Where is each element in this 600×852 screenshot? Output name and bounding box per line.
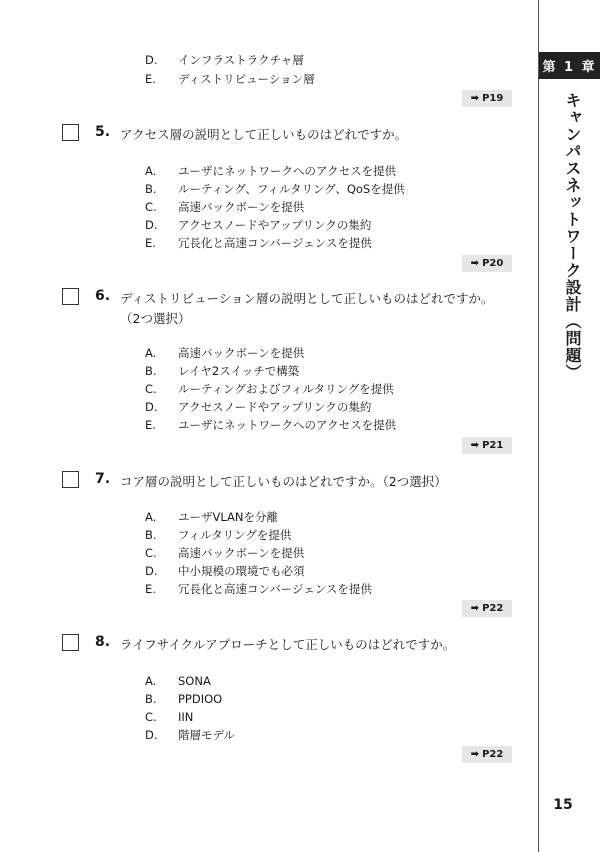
option-8-a <box>145 672 211 690</box>
option-6-b <box>145 362 299 380</box>
page-reference-label: P19 <box>482 93 504 104</box>
option-text: SONA <box>178 674 211 688</box>
option-7-b <box>145 526 291 544</box>
option-6-c <box>145 380 394 398</box>
chapter-tab: 第 1 章 <box>539 52 600 79</box>
option-letter: A. <box>145 510 157 524</box>
option-letter: D. <box>145 564 158 578</box>
question-text: ライフサイクルアプローチとして正しいものはどれですか。 <box>120 637 456 652</box>
option-text: ルーティングおよびフィルタリングを提供 <box>178 382 394 396</box>
option-letter: E. <box>145 72 156 86</box>
option-letter: E. <box>145 418 156 432</box>
question-text: アクセス層の説明として正しいものはどれですか。 <box>120 127 408 142</box>
option-7-e <box>145 580 372 598</box>
chapter-title: キャンパスネットワーク設計（問題） <box>563 92 582 381</box>
question-text: コア層の説明として正しいものはどれですか。（2つ選択） <box>120 474 447 489</box>
option-letter: A. <box>145 674 157 688</box>
option-5-d <box>145 216 371 234</box>
option-text: アクセスノードやアップリンクの集約 <box>178 218 372 232</box>
answer-checkbox[interactable] <box>62 471 79 488</box>
option-letter: B. <box>145 364 157 378</box>
page-reference-label: P22 <box>482 603 504 614</box>
page-reference-label: P21 <box>482 440 504 451</box>
option-text: レイヤ2スイッチで構築 <box>178 364 300 378</box>
question-number: 8. <box>95 634 111 650</box>
option-7-d <box>145 562 305 580</box>
page-reference[interactable] <box>462 746 512 763</box>
option-7-a <box>145 508 278 526</box>
arrow-right-icon: ➡ <box>470 258 480 269</box>
option-6-d <box>145 398 371 416</box>
option-text: PPDIOO <box>178 692 223 706</box>
option-letter: C. <box>145 546 157 560</box>
option-text: ルーティング、フィルタリング、QoSを提供 <box>178 182 405 196</box>
arrow-right-icon: ➡ <box>470 749 480 760</box>
question-text <box>120 289 520 329</box>
answer-checkbox[interactable] <box>62 634 79 651</box>
option-text: フィルタリングを提供 <box>178 528 292 542</box>
option-letter: C. <box>145 382 157 396</box>
option-letter: E. <box>145 236 156 250</box>
page-number: 15 <box>553 797 573 813</box>
question-text-line2: （2つ選択） <box>120 311 191 326</box>
option-letter: D. <box>145 218 158 232</box>
option-letter: E. <box>145 582 156 596</box>
question-number: 6. <box>95 288 111 304</box>
option-letter: B. <box>145 528 157 542</box>
option-text: 高速バックボーンを提供 <box>178 346 305 360</box>
option-letter: B. <box>145 692 157 706</box>
option-text: 高速バックボーンを提供 <box>178 200 305 214</box>
arrow-right-icon: ➡ <box>470 440 480 451</box>
arrow-right-icon: ➡ <box>470 93 480 104</box>
option-6-a <box>145 344 304 362</box>
option-text: 冗長化と高速コンバージェンスを提供 <box>178 582 372 596</box>
option-8-b <box>145 690 222 708</box>
option-letter: D. <box>145 728 158 742</box>
arrow-right-icon: ➡ <box>470 603 480 614</box>
option-letter: C. <box>145 710 157 724</box>
option-prev-e <box>145 70 315 88</box>
option-6-e <box>145 416 396 434</box>
option-text: 中小規模の環境でも必須 <box>178 564 305 578</box>
option-letter: B. <box>145 182 157 196</box>
option-text: ディストリビューション層 <box>178 72 315 86</box>
page-reference[interactable] <box>462 90 512 107</box>
page-reference-label: P22 <box>482 749 504 760</box>
option-8-d <box>145 726 235 744</box>
option-letter: A. <box>145 164 157 178</box>
option-letter: D. <box>145 400 158 414</box>
option-5-c <box>145 198 304 216</box>
option-letter: A. <box>145 346 157 360</box>
answer-checkbox[interactable] <box>62 124 79 141</box>
option-text: インフラストラクチャ層 <box>178 53 304 67</box>
option-text: ユーザにネットワークへのアクセスを提供 <box>178 418 397 432</box>
option-5-e <box>145 234 372 252</box>
answer-checkbox[interactable] <box>62 288 79 305</box>
sidebar-divider <box>538 0 539 852</box>
page-reference[interactable] <box>462 255 512 272</box>
option-letter: C. <box>145 200 157 214</box>
option-prev-d <box>145 51 304 69</box>
option-letter: D. <box>145 53 158 67</box>
option-5-b <box>145 180 405 198</box>
option-text: ユーザVLANを分離 <box>178 510 279 524</box>
option-text: 階層モデル <box>178 728 235 742</box>
option-5-a <box>145 162 396 180</box>
option-text: 高速バックボーンを提供 <box>178 546 305 560</box>
page-reference[interactable] <box>462 600 512 617</box>
page-reference-label: P20 <box>482 258 504 269</box>
question-number: 5. <box>95 124 111 140</box>
question-number: 7. <box>95 471 111 487</box>
option-text: 冗長化と高速コンバージェンスを提供 <box>178 236 372 250</box>
option-text: IIN <box>178 710 194 724</box>
option-text: アクセスノードやアップリンクの集約 <box>178 400 372 414</box>
option-7-c <box>145 544 304 562</box>
option-text: ユーザにネットワークへのアクセスを提供 <box>178 164 397 178</box>
page-reference[interactable] <box>462 437 512 454</box>
question-text-line1: ディストリビューション層の説明として正しいものはどれですか。 <box>120 291 494 306</box>
option-8-c <box>145 708 193 726</box>
